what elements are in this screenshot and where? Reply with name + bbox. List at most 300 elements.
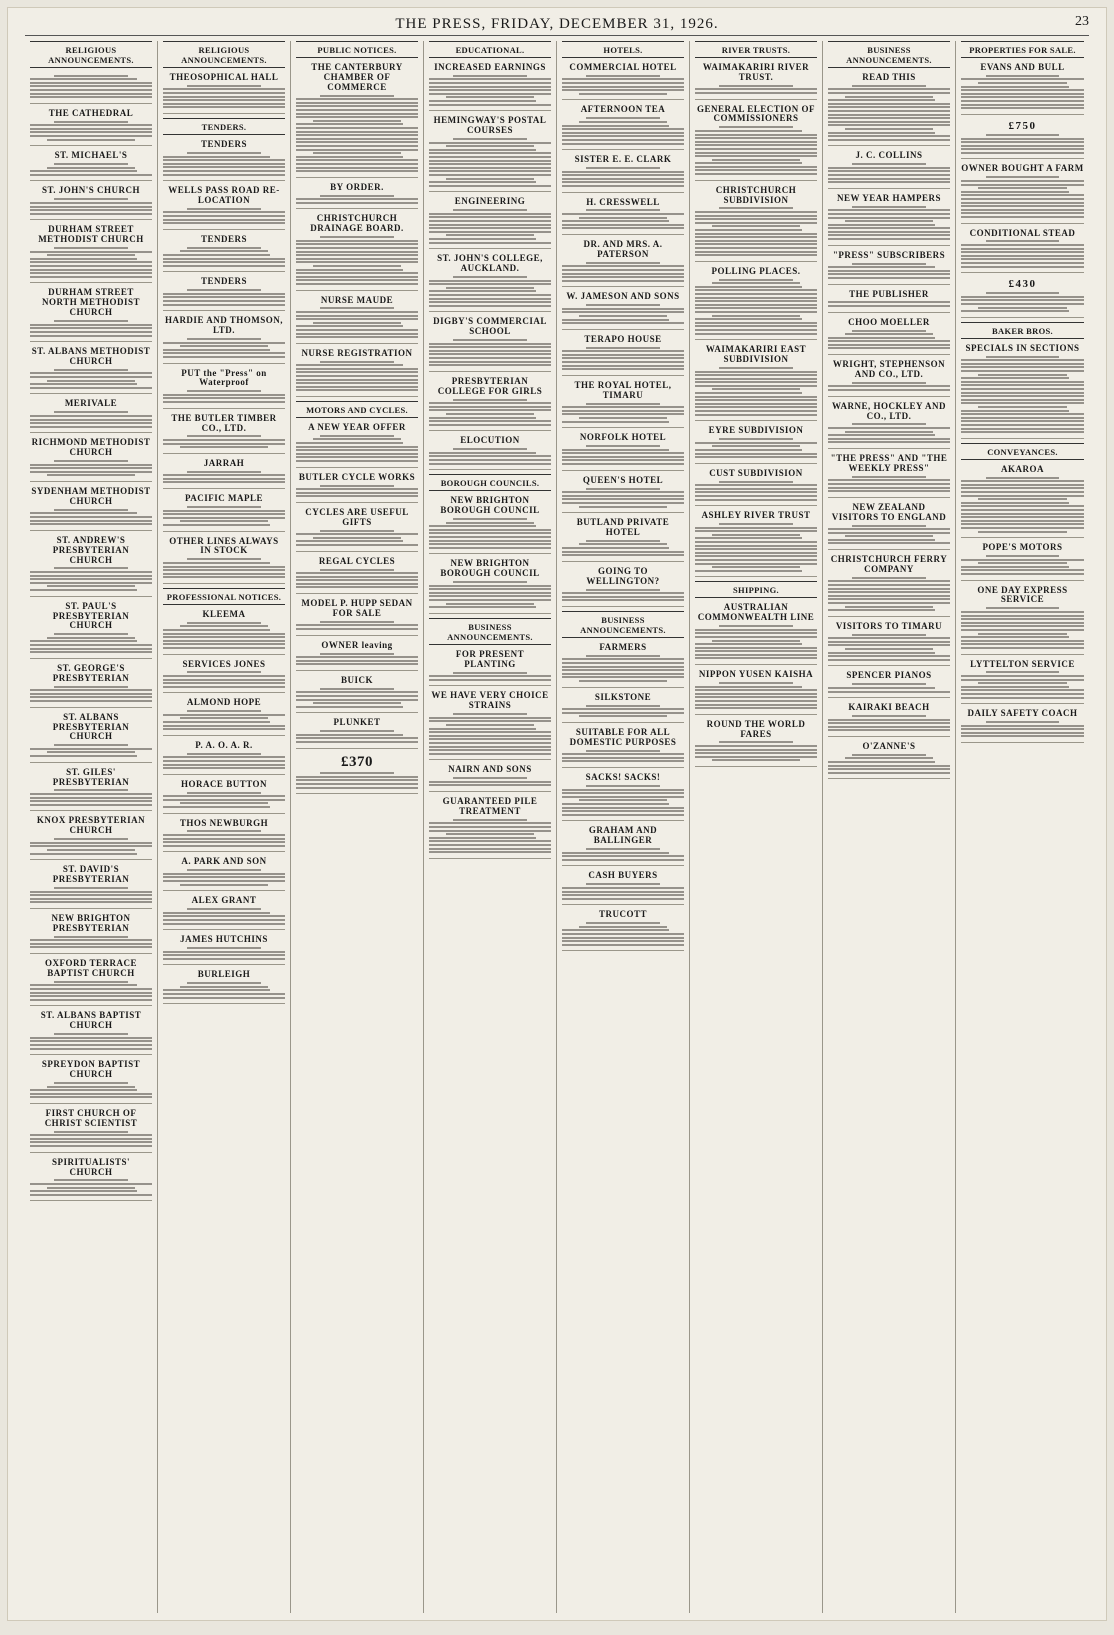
body-text-line xyxy=(695,756,817,758)
body-text-line xyxy=(828,170,950,172)
body-text-line xyxy=(562,280,684,282)
advertisement-title: LYTTELTON SERVICE xyxy=(970,658,1075,669)
advertisement xyxy=(429,252,551,312)
body-text-line xyxy=(30,265,152,267)
advertisement xyxy=(961,463,1084,538)
body-text-line xyxy=(828,602,950,604)
body-text-line xyxy=(163,222,285,224)
body-text-line xyxy=(695,229,802,231)
advertisement xyxy=(429,61,551,111)
advertisement-title: BUTLAND PRIVATE HOTEL xyxy=(576,517,670,537)
body-text-line xyxy=(828,768,950,770)
body-text-line xyxy=(453,819,526,821)
body-text-line xyxy=(695,378,817,380)
body-text-line xyxy=(961,611,1084,613)
advertisement xyxy=(828,501,950,550)
advertisement xyxy=(828,701,950,737)
body-text-line xyxy=(163,166,285,168)
body-text-line xyxy=(695,286,802,288)
advertisement-title: HORACE BUTTON xyxy=(180,778,268,789)
body-text-line xyxy=(163,795,285,797)
body-text-line xyxy=(163,439,285,441)
advertisement-title: THE BUTLER TIMBER CO., LTD. xyxy=(171,412,277,433)
body-text-line xyxy=(719,438,792,440)
body-text-line xyxy=(562,666,684,668)
advertisement-title: WRIGHT, STEPHENSON AND CO., LTD. xyxy=(832,359,946,379)
body-text-line xyxy=(313,120,401,122)
advertisement-title: ST. ALBANS PRESBYTERIAN CHURCH xyxy=(52,711,130,742)
body-text-line xyxy=(296,170,418,172)
body-text-line xyxy=(429,280,551,282)
body-text-line xyxy=(828,687,935,689)
advertisement xyxy=(30,863,152,909)
body-text-line xyxy=(187,558,260,560)
body-text-line xyxy=(163,806,270,808)
body-text-line xyxy=(163,679,285,681)
body-text-line xyxy=(163,103,285,105)
body-text-line xyxy=(695,559,817,561)
body-text-line xyxy=(852,754,925,756)
body-text-line xyxy=(719,279,792,281)
body-text-line xyxy=(163,219,285,221)
body-text-line xyxy=(163,954,285,956)
body-text-line xyxy=(296,368,418,370)
advertisement xyxy=(163,933,285,965)
body-text-line xyxy=(30,946,152,948)
advertisement xyxy=(296,674,418,713)
section-heading: RIVER TRUSTS. xyxy=(695,41,817,58)
body-text-line xyxy=(562,132,684,134)
advertisement-title: SERVICES JONES xyxy=(182,658,266,669)
advertisement-title: PRESBYTERIAN COLLEGE FOR GIRLS xyxy=(437,375,543,396)
body-text-line xyxy=(961,258,1084,260)
body-text-line xyxy=(163,513,285,515)
body-text-line xyxy=(30,804,152,806)
body-text-line xyxy=(429,738,551,740)
body-text-line xyxy=(163,566,285,568)
body-text-line xyxy=(828,88,950,90)
advertisement-title: DAILY SAFETY COACH xyxy=(967,708,1078,719)
body-text-line xyxy=(586,403,659,405)
body-text-line xyxy=(828,722,950,724)
body-text-line xyxy=(30,901,152,903)
body-text-line xyxy=(30,891,152,893)
body-text-line xyxy=(719,741,792,743)
body-text-line xyxy=(828,584,950,586)
body-text-line xyxy=(30,523,152,525)
body-text-line xyxy=(296,779,418,781)
advertisement xyxy=(429,195,551,249)
body-text-line xyxy=(54,789,127,791)
advertisement-title: OWNER BOUGHT A FARM xyxy=(961,163,1084,174)
body-text-line xyxy=(562,547,669,549)
advertisement-title: THE CATHEDRAL xyxy=(48,107,134,118)
body-text-line xyxy=(320,236,393,238)
body-text-line xyxy=(163,636,285,638)
advertisement xyxy=(961,541,1084,580)
body-text-line xyxy=(695,396,817,398)
body-text-line xyxy=(30,1040,152,1042)
body-text-line xyxy=(828,139,950,141)
advertisement-title: ENGINEERING xyxy=(454,196,526,207)
body-text-line xyxy=(828,726,950,728)
body-text-line xyxy=(586,922,659,924)
body-text-line xyxy=(562,406,684,408)
body-text-line xyxy=(695,137,817,139)
body-text-line xyxy=(54,121,127,123)
body-text-line xyxy=(429,728,536,730)
body-text-line xyxy=(828,652,935,654)
body-text-line xyxy=(961,728,1084,730)
body-text-line xyxy=(163,629,270,631)
body-text-line xyxy=(562,357,684,359)
advertisement xyxy=(828,400,950,449)
body-text-line xyxy=(163,682,285,684)
body-text-line xyxy=(320,621,393,623)
body-text-line xyxy=(54,460,127,462)
newspaper-title: THE PRESS, FRIDAY, DECEMBER 31, 1926. xyxy=(395,15,719,32)
body-text-line xyxy=(429,822,551,824)
advertisement-title: W. JAMESON AND SONS xyxy=(566,291,680,302)
body-text-line xyxy=(961,625,1084,627)
body-text-line xyxy=(296,311,418,313)
body-text-line xyxy=(961,384,1084,386)
advertisement-title: P. A. O. A. R. xyxy=(195,739,253,750)
body-text-line xyxy=(30,943,152,945)
body-text-line xyxy=(187,338,260,340)
body-text-line xyxy=(579,121,667,123)
body-text-line xyxy=(429,585,551,587)
body-text-line xyxy=(30,415,152,417)
advertisement xyxy=(163,275,285,311)
body-text-line xyxy=(562,599,684,601)
advertisement-title: CHOO MOELLER xyxy=(848,316,930,327)
advertisement xyxy=(296,61,418,178)
body-text-line xyxy=(562,368,684,370)
body-text-line xyxy=(187,85,260,87)
body-text-line xyxy=(828,389,950,391)
body-text-line xyxy=(562,350,684,352)
body-text-line xyxy=(695,92,817,94)
body-text-line xyxy=(30,93,152,95)
body-text-line xyxy=(180,717,268,719)
body-text-line xyxy=(961,428,1084,430)
advertisement-title: ST. JOHN'S COLLEGE, AUCKLAND. xyxy=(437,253,543,274)
body-text-line xyxy=(429,174,551,176)
body-text-line xyxy=(187,710,260,712)
body-text-line xyxy=(296,492,418,494)
body-text-line xyxy=(296,145,418,147)
body-text-line xyxy=(828,487,950,489)
body-text-line xyxy=(845,96,933,98)
advertisement-title: "THE PRESS" AND "THE WEEKLY PRESS" xyxy=(830,452,948,473)
body-text-line xyxy=(429,731,551,733)
body-text-line xyxy=(695,169,817,171)
body-text-line xyxy=(695,211,817,213)
body-text-line xyxy=(429,290,536,292)
advertisement xyxy=(163,492,285,531)
advertisement xyxy=(562,238,684,287)
body-text-line xyxy=(828,441,950,443)
body-text-line xyxy=(828,238,950,240)
body-text-line xyxy=(828,483,950,485)
body-text-line xyxy=(296,318,418,320)
advertisement xyxy=(296,752,418,794)
body-text-line xyxy=(961,107,1084,109)
body-text-line xyxy=(296,540,403,542)
body-text-line xyxy=(296,386,418,388)
newspaper-column xyxy=(690,41,823,1613)
body-text-line xyxy=(562,673,684,675)
body-text-line xyxy=(961,248,1084,250)
advertisement-title: RICHMOND METHODIST CHURCH xyxy=(31,437,151,458)
body-text-line xyxy=(978,374,1067,376)
body-text-line xyxy=(695,329,817,331)
body-text-line xyxy=(296,98,418,100)
body-text-line xyxy=(30,135,152,137)
advertisement-title: "PRESS" SUBSCRIBERS xyxy=(832,249,946,260)
body-text-line xyxy=(320,730,393,732)
body-text-line xyxy=(296,364,403,366)
advertisement-title: CONDITIONAL STEAD xyxy=(969,227,1076,238)
advertisement xyxy=(961,658,1084,705)
advertisement xyxy=(30,711,152,763)
body-text-line xyxy=(296,663,418,665)
advertisement xyxy=(429,557,551,614)
body-text-line xyxy=(978,498,1067,500)
advertisement xyxy=(429,689,551,760)
body-text-line xyxy=(429,220,551,222)
body-text-line xyxy=(187,753,260,755)
advertisement-title: WAIMAKARIRI RIVER TRUST. xyxy=(702,62,810,82)
body-text-line xyxy=(828,174,950,176)
body-text-line xyxy=(695,700,817,702)
body-text-line xyxy=(296,737,418,739)
section-heading: RELIGIOUS ANNOUNCEMENTS. xyxy=(30,41,152,68)
body-text-line xyxy=(562,276,684,278)
body-text-line xyxy=(187,435,260,437)
advertisement xyxy=(296,506,418,552)
body-text-line xyxy=(961,410,1069,412)
advertisement-title: REGAL CYCLES xyxy=(318,555,396,566)
body-text-line xyxy=(446,724,534,726)
body-text-line xyxy=(828,691,950,693)
body-text-line xyxy=(828,385,950,387)
body-text-line xyxy=(986,75,1060,77)
advertisement-title: NIPPON YUSEN KAISHA xyxy=(698,669,814,680)
body-text-line xyxy=(30,512,137,514)
body-text-line xyxy=(828,588,950,590)
body-text-line xyxy=(296,375,418,377)
body-text-line xyxy=(429,606,536,608)
body-text-line xyxy=(30,898,152,900)
advertisement xyxy=(695,61,817,100)
body-text-line xyxy=(296,141,418,143)
body-text-line xyxy=(187,792,260,794)
body-text-line xyxy=(719,207,792,209)
body-text-line xyxy=(562,456,684,458)
advertisement xyxy=(828,249,950,285)
body-text-line xyxy=(180,625,268,627)
body-text-line xyxy=(695,456,817,458)
advertisement-title: CYCLES ARE USEFUL GIFTS xyxy=(305,506,409,527)
body-text-line xyxy=(562,319,669,321)
body-text-line xyxy=(296,167,418,169)
body-text-line xyxy=(695,236,817,238)
body-text-line xyxy=(429,93,551,95)
advertisement xyxy=(30,957,152,1006)
body-text-line xyxy=(562,810,684,812)
body-text-line xyxy=(163,99,285,101)
body-text-line xyxy=(961,359,1084,361)
body-text-line xyxy=(30,1138,152,1140)
body-text-line xyxy=(695,392,802,394)
body-text-line xyxy=(695,704,817,706)
body-text-line xyxy=(163,342,285,344)
body-text-line xyxy=(296,783,418,785)
body-text-line xyxy=(828,92,950,94)
advertisement-title: J. C. COLLINS xyxy=(855,150,923,161)
body-text-line xyxy=(695,297,817,299)
advertisement xyxy=(695,103,817,181)
body-text-line xyxy=(446,833,534,835)
body-text-line xyxy=(296,583,418,585)
body-text-line xyxy=(187,622,260,624)
advertisement-title: BUTLER CYCLE WORKS xyxy=(298,471,416,482)
body-text-line xyxy=(313,265,401,267)
advertisement-title: PACIFIC MAPLE xyxy=(184,493,264,504)
advertisement xyxy=(296,212,418,290)
body-text-line xyxy=(429,213,551,215)
body-text-line xyxy=(30,853,137,855)
advertisement xyxy=(30,149,152,181)
body-text-line xyxy=(30,261,152,263)
body-text-line xyxy=(296,488,418,490)
body-text-line xyxy=(429,181,536,183)
body-text-line xyxy=(429,540,551,542)
body-text-line xyxy=(961,693,1084,695)
body-text-line xyxy=(320,688,393,690)
body-text-line xyxy=(429,455,551,457)
body-text-line xyxy=(163,481,285,483)
body-text-line xyxy=(187,671,260,673)
body-text-line xyxy=(163,524,270,526)
body-text-line xyxy=(296,198,418,200)
body-text-line xyxy=(163,300,285,302)
body-text-line xyxy=(961,417,1084,419)
body-text-line xyxy=(562,894,684,896)
body-text-line xyxy=(163,643,285,645)
body-text-line xyxy=(695,449,802,451)
body-text-line xyxy=(961,424,1084,426)
body-text-line xyxy=(296,325,403,327)
body-text-line xyxy=(163,880,285,882)
body-text-line xyxy=(562,792,684,794)
body-text-line xyxy=(47,474,135,476)
body-text-line xyxy=(961,148,1084,150)
body-text-line xyxy=(296,134,418,136)
body-text-line xyxy=(320,435,393,437)
body-text-line xyxy=(961,502,1069,504)
body-text-line xyxy=(30,1190,137,1192)
body-text-line xyxy=(163,304,285,306)
body-text-line xyxy=(163,356,285,358)
body-text-line xyxy=(163,349,270,351)
body-text-line xyxy=(296,272,418,274)
body-text-line xyxy=(180,802,268,804)
advertisement xyxy=(695,668,817,715)
body-text-line xyxy=(429,357,551,359)
body-text-line xyxy=(695,399,817,401)
body-text-line xyxy=(30,939,152,941)
body-text-line xyxy=(828,167,950,169)
body-text-line xyxy=(313,438,401,440)
advertisement xyxy=(163,696,285,735)
body-text-line xyxy=(30,800,152,802)
body-text-line xyxy=(187,506,260,508)
body-text-line xyxy=(961,145,1084,147)
advertisement xyxy=(163,412,285,454)
body-text-line xyxy=(446,178,534,180)
body-text-line xyxy=(429,742,551,744)
advertisement xyxy=(429,114,551,192)
advertisement-title: GENERAL ELECTION OF COMMISSIONERS xyxy=(696,103,816,124)
body-text-line xyxy=(296,776,418,778)
advertisement-title: NAIRN AND SONS xyxy=(448,764,532,775)
body-text-line xyxy=(695,307,817,309)
body-text-line xyxy=(30,124,152,126)
body-text-line xyxy=(961,516,1084,518)
body-text-line xyxy=(961,93,1084,95)
body-text-line xyxy=(296,269,403,271)
body-text-line xyxy=(180,884,268,886)
section-heading: HOTELS. xyxy=(562,41,684,58)
body-text-line xyxy=(562,273,684,275)
advertisement xyxy=(562,641,684,688)
body-text-line xyxy=(695,530,817,532)
advertisement-title: GOING TO WELLINGTON? xyxy=(586,565,660,586)
advertisement-title: O'ZANNE'S xyxy=(862,740,916,751)
body-text-line xyxy=(961,78,1084,80)
body-text-line xyxy=(852,163,925,165)
body-text-line xyxy=(562,662,684,664)
body-text-line xyxy=(163,576,285,578)
body-text-line xyxy=(187,830,260,832)
body-text-line xyxy=(163,923,285,925)
body-text-line xyxy=(986,240,1060,242)
body-text-line xyxy=(562,308,684,310)
advertisement xyxy=(961,118,1084,160)
body-text-line xyxy=(446,145,534,147)
body-text-line xyxy=(453,713,526,715)
body-text-line xyxy=(961,495,1084,497)
body-text-line xyxy=(453,75,526,77)
body-text-line xyxy=(562,498,684,500)
body-text-line xyxy=(712,445,800,447)
advertisement-title: H. CRESSWELL xyxy=(586,196,660,207)
body-text-line xyxy=(562,753,684,755)
body-text-line xyxy=(562,463,684,465)
advertisement xyxy=(30,485,152,531)
body-text-line xyxy=(30,748,152,750)
body-text-line xyxy=(712,159,800,161)
body-text-line xyxy=(695,215,817,217)
advertisement xyxy=(562,824,684,866)
advertisement xyxy=(296,347,418,397)
body-text-line xyxy=(961,138,1084,140)
body-text-line xyxy=(429,588,551,590)
body-text-line xyxy=(586,785,659,787)
